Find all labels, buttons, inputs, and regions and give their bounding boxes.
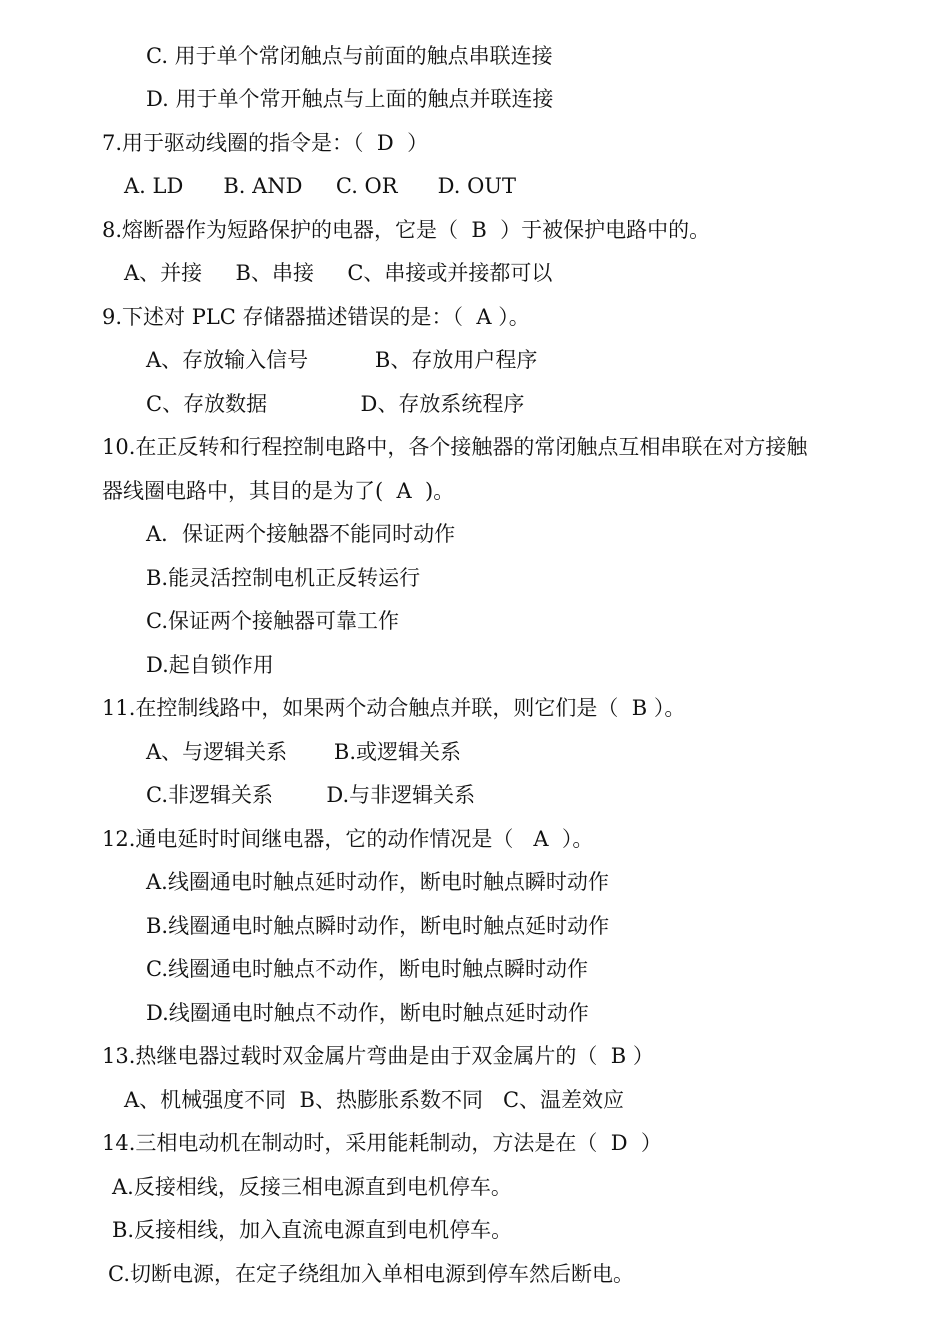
question-line: 9.下述对 PLC 存储器描述错误的是：（ A ）。 [102, 305, 530, 329]
question-line: 12.通电延时时间继电器，它的动作情况是（ A ）。 [102, 827, 594, 851]
option-line: A、与逻辑关系 B.或逻辑关系 [146, 740, 461, 764]
option-line: B.线圈通电时触点瞬时动作，断电时触点延时动作 [146, 914, 610, 938]
question-line: 10.在正反转和行程控制电路中，各个接触器的常闭触点互相串联在对方接触 [102, 435, 808, 459]
option-line: A.线圈通电时触点延时动作，断电时触点瞬时动作 [146, 870, 609, 894]
option-line: D.线圈通电时触点不动作，断电时触点延时动作 [146, 1001, 589, 1025]
option-line: C.非逻辑关系 D.与非逻辑关系 [146, 783, 476, 807]
option-line: C.切断电源，在定子绕组加入单相电源到停车然后断电。 [108, 1262, 634, 1286]
option-line: A.反接相线，反接三相电源直到电机停车。 [112, 1175, 512, 1199]
option-line: C、存放数据 D、存放系统程序 [146, 392, 525, 416]
question-line: 14.三相电动机在制动时，采用能耗制动，方法是在（ D ） [102, 1131, 662, 1155]
option-line: D.起自锁作用 [146, 653, 274, 677]
option-line: A、并接 B、串接 C、串接或并接都可以 [124, 261, 553, 285]
option-line: C.线圈通电时触点不动作，断电时触点瞬时动作 [146, 957, 588, 981]
option-line: C. 用于单个常闭触点与前面的触点串联连接 [146, 44, 553, 68]
option-line: A、存放输入信号 B、存放用户程序 [146, 348, 538, 372]
option-line: B.反接相线，加入直流电源直到电机停车。 [112, 1218, 513, 1242]
question-line: 13.热继电器过载时双金属片弯曲是由于双金属片的（ B ） [102, 1044, 654, 1068]
question-line: 8.熔断器作为短路保护的电器，它是（ B ）于被保护电路中的。 [102, 218, 711, 242]
option-line: B.能灵活控制电机正反转运行 [146, 566, 421, 590]
option-line: A. LD B. AND C. OR D. OUT [124, 174, 516, 198]
option-line: C.保证两个接触器可靠工作 [146, 609, 399, 633]
question-line: 器线圈电路中，其目的是为了( A )。 [102, 479, 455, 503]
option-line: A、机械强度不同 B、热膨胀系数不同 C、温差效应 [124, 1088, 625, 1112]
option-line: A．保证两个接触器不能同时动作 [146, 522, 456, 546]
question-line: 7.用于驱动线圈的指令是：（ D ） [102, 131, 429, 155]
question-line: 11.在控制线路中，如果两个动合触点并联，则它们是（ B ）。 [102, 696, 686, 720]
option-line: D. 用于单个常开触点与上面的触点并联连接 [146, 87, 554, 111]
